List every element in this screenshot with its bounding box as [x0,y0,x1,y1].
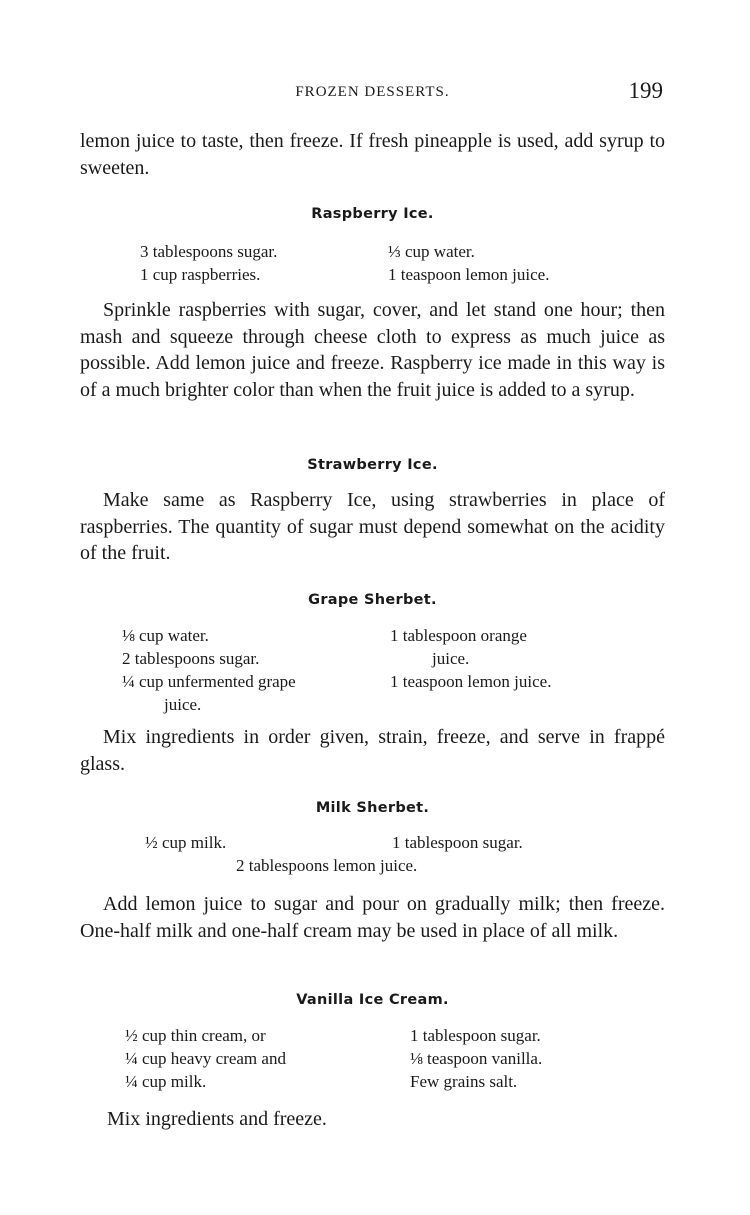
vanilla-ice-cream-heading: Vanilla Ice Cream. [296,992,449,1008]
page-header [80,78,665,108]
grape-method: Mix ingredients in order given, strain, freeze, and serve in frappé glass. [80,726,665,775]
milk-ingredient-right: 1 tablespoon sugar. [392,833,523,852]
strawberry-method: Make same as Raspberry Ice, using strawberries in place of raspberries. The quantity of sugar must depend somewhat on the acidity of the fruit. [80,489,665,564]
ingredient-continued: juice. [432,649,470,668]
raspberry-ingredients-right [388,240,549,286]
ingredient: ⅛ teaspoon vanilla. [410,1049,543,1068]
ingredient: 3 tablespoons sugar. [140,242,278,261]
milk-ingredient-left: ½ cup milk. [145,833,227,852]
ingredient-continued: juice. [164,695,202,714]
ingredient: ¼ cup heavy cream and [125,1049,286,1068]
ingredient: 2 tablespoons sugar. [122,649,260,668]
strawberry-ice-heading: Strawberry Ice. [307,457,438,473]
raspberry-ice-heading: Raspberry Ice. [311,206,434,222]
vanilla-method: Mix ingredients and freeze. [107,1108,327,1130]
ingredient: ½ cup thin cream, or [125,1026,266,1045]
ingredient: 1 tablespoon orange [390,626,527,645]
raspberry-ingredients-left [140,240,277,286]
page-number: 199 [628,78,663,103]
ingredient: 1 cup raspberries. [140,265,261,284]
milk-sherbet-heading: Milk Sherbet. [315,800,430,816]
grape-sherbet-heading: Grape Sherbet. [308,592,437,608]
grape-ingredients-left [122,624,296,716]
ingredient: 1 teaspoon lemon juice. [390,672,552,691]
running-head: FROZEN DESSERTS. [295,84,450,100]
intro-paragraph: lemon juice to taste, then freeze. If fresh pineapple is used, add syrup to sweeten. [80,130,665,179]
milk-method: Add lemon juice to sugar and pour on gradually milk; then freeze. One-half milk and one-half cream may be used in place of all milk. [80,893,665,942]
ingredient: ¼ cup unfermented grape [122,672,296,691]
vanilla-ingredients-left [125,1024,286,1093]
grape-ingredients-right [390,624,551,693]
ingredient: ⅓ cup water. [388,242,475,261]
milk-ingredient-center: 2 tablespoons lemon juice. [236,856,418,875]
ingredient: Few grains salt. [410,1072,518,1091]
raspberry-method: Sprinkle raspberries with sugar, cover, and let stand one hour; then mash and squeeze through cheese cloth to express as much juice as possible. Add lemon juice and freeze. Raspberry ice made in this way is of a much brighter color than when the fruit juice is added to a syrup. [80,299,665,401]
ingredient: 1 tablespoon sugar. [410,1026,541,1045]
ingredient: ⅛ cup water. [122,626,209,645]
ingredient: 1 teaspoon lemon juice. [388,265,550,284]
ingredient: ¼ cup milk. [125,1072,207,1091]
vanilla-ingredients-right [410,1024,542,1093]
